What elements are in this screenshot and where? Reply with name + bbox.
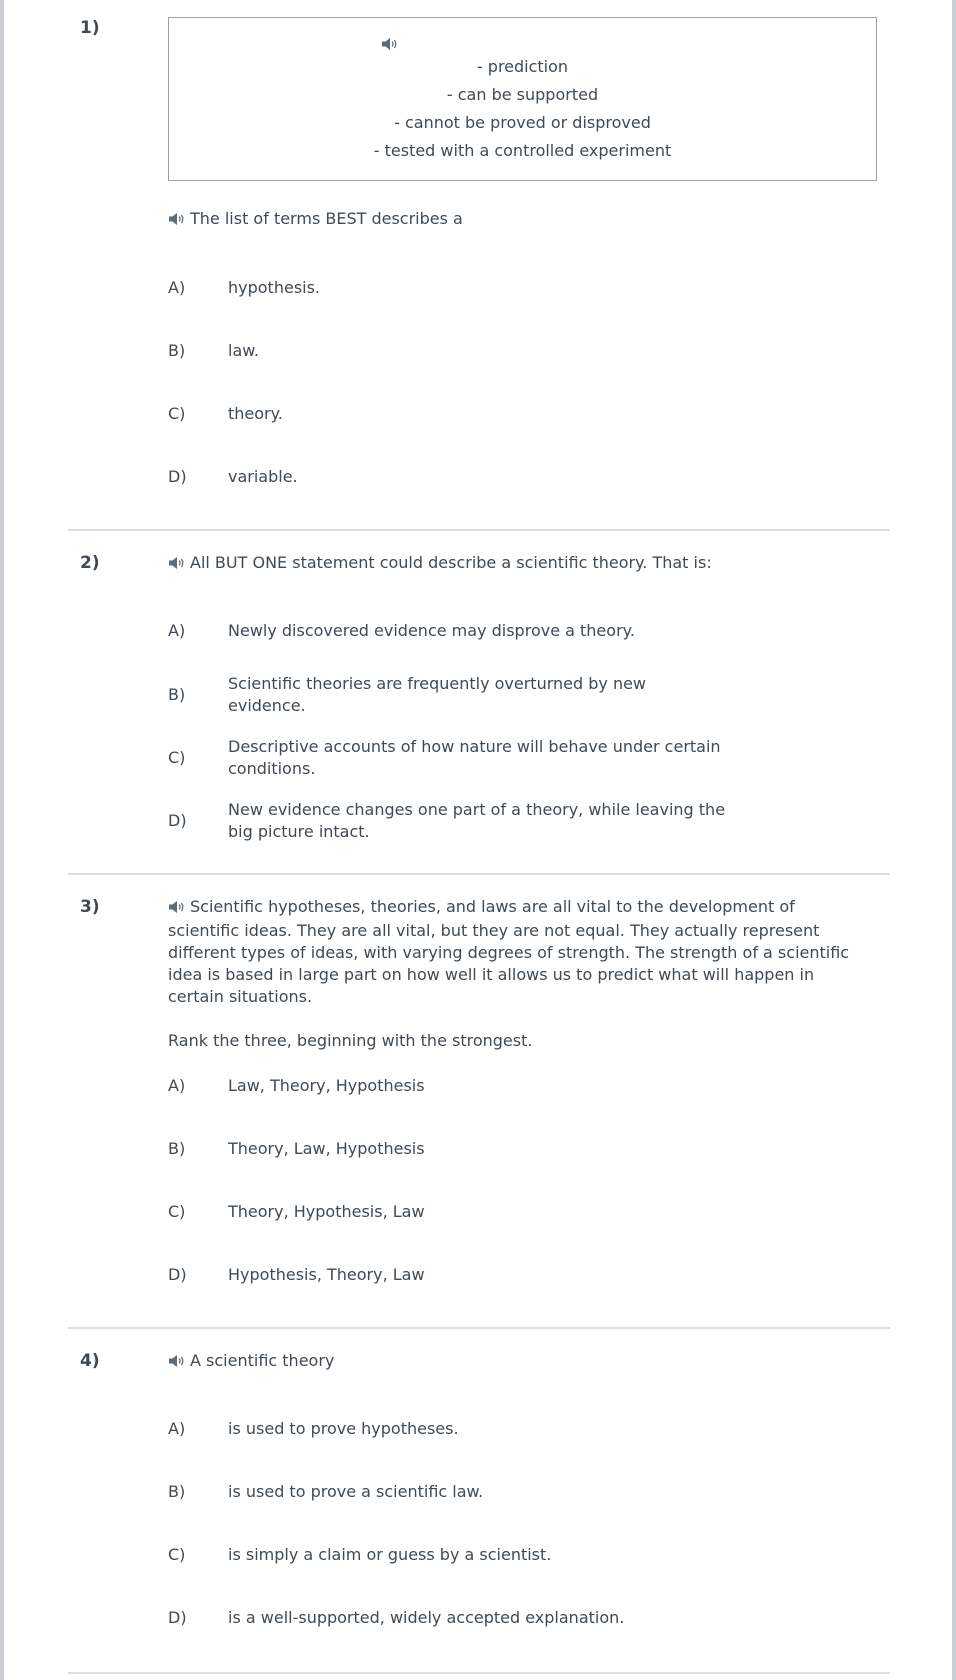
choice-text: law. xyxy=(228,341,259,360)
choice-text: is used to prove a scientific law. xyxy=(228,1482,484,1501)
choice-text: Newly discovered evidence may disprove a theory. xyxy=(228,621,635,640)
audio-speaker-icon[interactable] xyxy=(168,898,186,920)
question-stem xyxy=(168,208,868,232)
passage-line: - tested with a controlled experiment xyxy=(373,141,672,160)
passage-box xyxy=(168,17,877,181)
answer-choice-b[interactable] xyxy=(168,1138,728,1160)
question-stem xyxy=(168,896,858,1052)
choice-letter: D) xyxy=(168,467,187,486)
choice-letter: A) xyxy=(168,621,186,640)
choice-letter: C) xyxy=(168,1202,186,1221)
question-divider xyxy=(68,1672,890,1674)
question-divider xyxy=(68,873,890,875)
question-stem-text: A scientific theory xyxy=(190,1351,335,1370)
choice-letter: A) xyxy=(168,278,186,297)
choice-letter: A) xyxy=(168,1076,186,1095)
choice-letter: D) xyxy=(168,811,187,830)
page-right-border xyxy=(952,0,956,1680)
choice-text: is used to prove hypotheses. xyxy=(228,1419,459,1438)
choice-text: Descriptive accounts of how nature will behave under certain conditions. xyxy=(228,737,721,778)
choice-text: is simply a claim or guess by a scientist. xyxy=(228,1545,552,1564)
answer-choice-d[interactable] xyxy=(168,1264,728,1286)
choice-letter: B) xyxy=(168,1139,186,1158)
answer-choice-c[interactable] xyxy=(168,1544,728,1566)
answer-choice-a[interactable] xyxy=(168,620,728,642)
choice-text: Theory, Law, Hypothesis xyxy=(228,1139,425,1158)
choice-letter: A) xyxy=(168,1419,186,1438)
choice-letter: B) xyxy=(168,685,186,704)
answer-choice-b[interactable] xyxy=(168,673,728,717)
choice-text: Scientific theories are frequently overturned by new evidence. xyxy=(228,674,647,715)
question-stem-text: The list of terms BEST describes a xyxy=(190,209,463,228)
answer-choice-c[interactable] xyxy=(168,403,728,425)
question-number: 4) xyxy=(80,1351,100,1371)
choice-letter: D) xyxy=(168,1608,187,1627)
passage-line: - can be supported xyxy=(446,85,599,104)
choice-text: Hypothesis, Theory, Law xyxy=(228,1265,425,1284)
answer-choice-a[interactable] xyxy=(168,1075,728,1097)
audio-speaker-icon[interactable] xyxy=(168,1352,186,1374)
choice-letter: B) xyxy=(168,341,186,360)
question-number: 2) xyxy=(80,553,100,573)
choice-letter: C) xyxy=(168,1545,186,1564)
question-divider xyxy=(68,529,890,531)
choice-letter: B) xyxy=(168,1482,186,1501)
answer-choice-b[interactable] xyxy=(168,1481,728,1503)
question-number: 3) xyxy=(80,897,100,917)
question-stem xyxy=(168,1350,868,1374)
choice-text: Theory, Hypothesis, Law xyxy=(228,1202,425,1221)
choice-letter: C) xyxy=(168,404,186,423)
choice-text: is a well-supported, widely accepted explanation. xyxy=(228,1608,625,1627)
passage-line: - cannot be proved or disproved xyxy=(394,113,651,132)
answer-choice-d[interactable] xyxy=(168,466,728,488)
question-divider xyxy=(68,1327,890,1329)
answer-choice-b[interactable] xyxy=(168,340,728,362)
question-number: 1) xyxy=(80,18,100,38)
answer-choice-d[interactable] xyxy=(168,799,728,843)
answer-choice-d[interactable] xyxy=(168,1607,728,1629)
question-stem xyxy=(168,552,868,576)
question-stem-instruction: Rank the three, beginning with the strongest. xyxy=(168,1031,533,1050)
passage-line: - prediction xyxy=(476,57,569,76)
choice-text: theory. xyxy=(228,404,283,423)
question-stem-text: All BUT ONE statement could describe a scientific theory. That is: xyxy=(190,553,712,572)
audio-speaker-icon[interactable] xyxy=(168,554,186,576)
answer-choice-a[interactable] xyxy=(168,277,728,299)
choice-letter: C) xyxy=(168,748,186,767)
choice-letter: D) xyxy=(168,1265,187,1284)
audio-speaker-icon[interactable] xyxy=(168,210,186,232)
page-left-border xyxy=(0,0,4,1680)
question-stem-text: Scientific hypotheses, theories, and laws are all vital to the development of scientific ideas. They are all vital, but they are not equal. They actually represent different types of ideas, with varying degrees of strength. The strength of a scientific idea is based in large part on how well it allows us to predict what will happen in certain situations. xyxy=(168,897,850,1006)
answer-choice-c[interactable] xyxy=(168,736,728,780)
choice-text: variable. xyxy=(228,467,298,486)
choice-text: Law, Theory, Hypothesis xyxy=(228,1076,425,1095)
choice-text: New evidence changes one part of a theory, while leaving the big picture intact. xyxy=(228,800,726,841)
choice-text: hypothesis. xyxy=(228,278,321,297)
answer-choice-a[interactable] xyxy=(168,1418,728,1440)
answer-choice-c[interactable] xyxy=(168,1201,728,1223)
